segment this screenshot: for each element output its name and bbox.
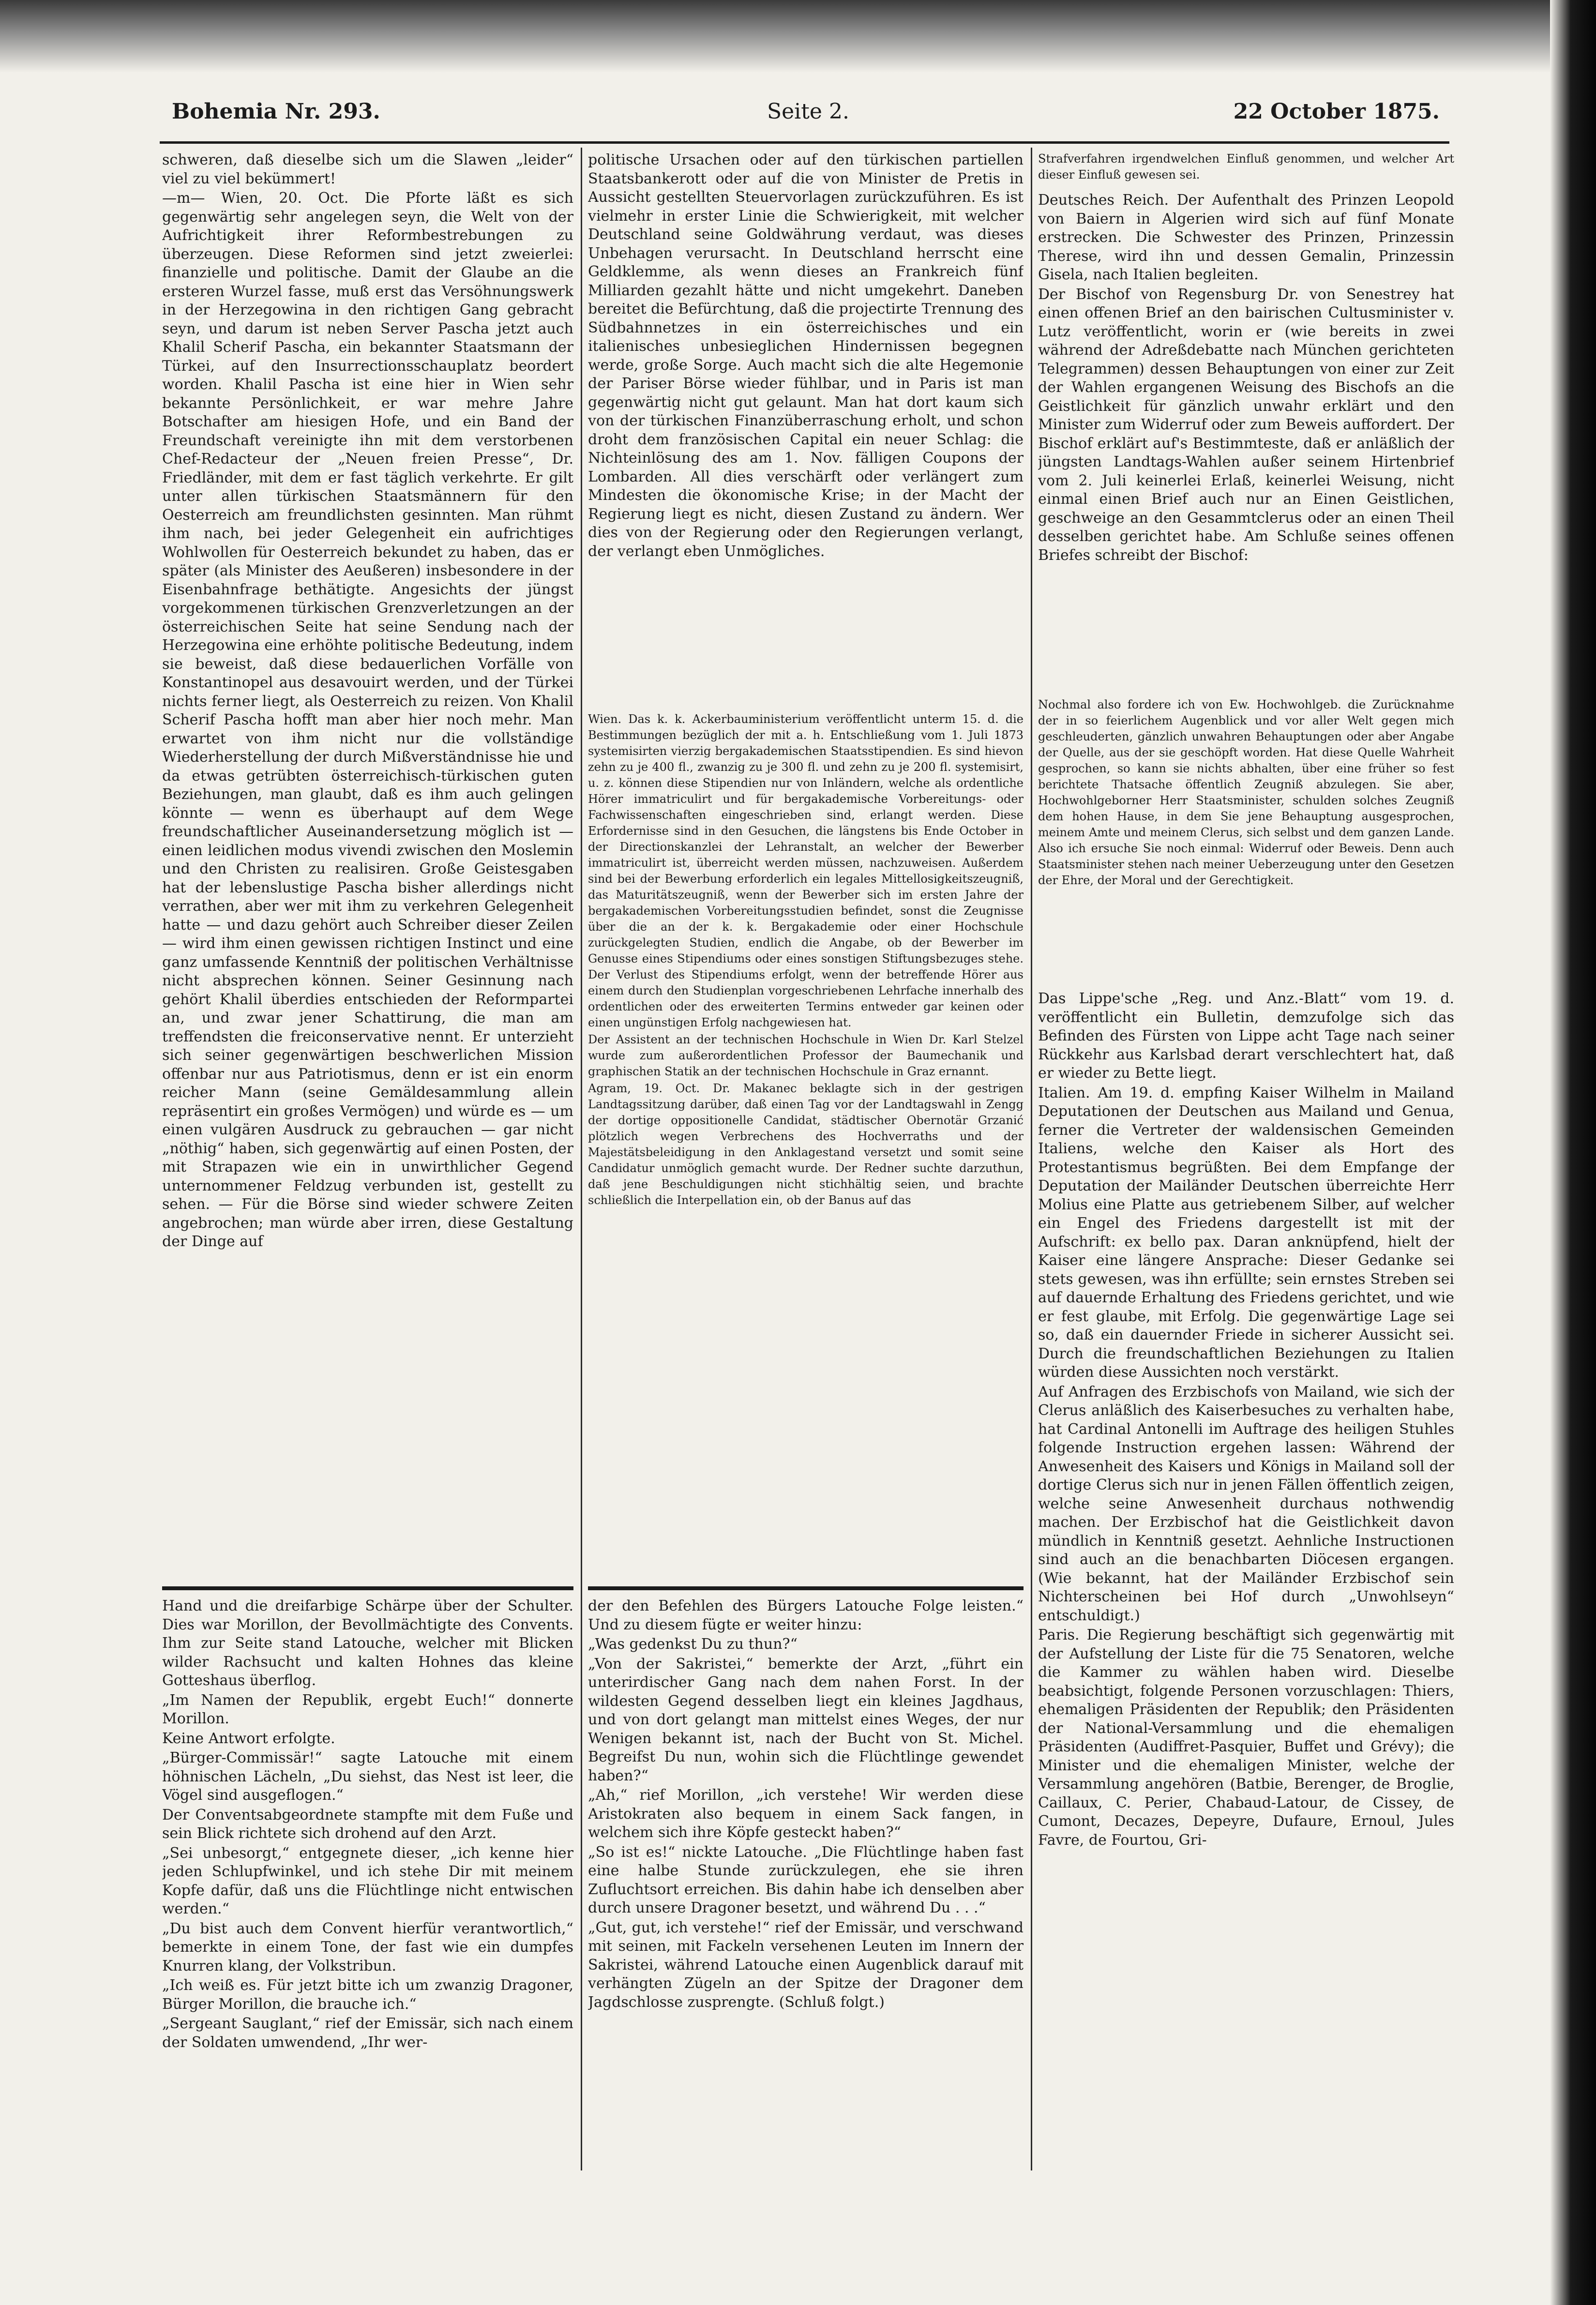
paragraph: Deutsches Reich. Der Aufenthalt des Prinzen Leopold von Baiern in Algerien wird sich auf fünf Monate erstrecken. Die Schwester des Prinzen, Prinzessin Therese, wird ihn und dessen Gemalin, Prinzessin Gisela, nach Italien begleiten. bbox=[1038, 192, 1454, 283]
column-divider-2 bbox=[1031, 148, 1032, 2170]
page-number: Seite 2. bbox=[767, 99, 849, 124]
paragraph: Strafverfahren irgendwelchen Einfluß genommen, und welcher Art dieser Einfluß gewesen sei. bbox=[1038, 152, 1454, 181]
feuilleton-separator bbox=[588, 1586, 1024, 1590]
paragraph: Italien. Am 19. d. empfing Kaiser Wilhelm in Mailand Deputationen der Deutschen aus Mailand und Genua, ferner die Vertreter der waldensischen Gemeinden Italiens, welche den Kaiser als Hort des Protestantismus begrüßten. Bei dem Empfange der Deputation der Mailänder Deutschen überreichte Herr Molius eine Platte aus getriebenem Silber, auf welcher ein Engel des Friedens dargestellt ist mit der Aufschrift: ex bello pax. Daran anknüpfend, hielt der Kaiser eine längere Ansprache: Dieser Gedanke sei stets gewesen, was ihn erfüllte; sein ernstes Streben sei auf dauernde Erhaltung des Friedens gerichtet, und wie er fest glaube, mit Erfolg. Die gegenwärtige Lage sei so, daß ein dauernder Friede in sicherer Aussicht sei. Durch die freundschaftlichen Beziehungen zu Italien würden diese Aussichten noch verstärkt. bbox=[1038, 1084, 1454, 1381]
paragraph: „Du bist auch dem Convent hierfür verantwortlich,“ bemerkte in einem Tone, der fast wie ein dumpfes Knurren klang, der Volkstribun. bbox=[162, 1920, 573, 1974]
column-3-deutsches-reich bbox=[1038, 191, 1454, 694]
paragraph: „Von der Sakristei,“ bemerkte der Arzt, „führt ein unterirdischer Gang nach dem nahen Forst. In der wildesten Gegend desselben liegt ein kleines Jagdhaus, und von dort gelangt man mittelst eines Weges, der nur Wenigen bekannt ist, nach der Bucht von St. Michel. Begreifst Du nun, wohin sich die Flüchtlinge gewendet haben?“ bbox=[588, 1655, 1024, 1784]
column-1-feuilleton bbox=[162, 1597, 573, 2173]
column-2-news bbox=[588, 711, 1024, 1575]
paragraph: „So ist es!“ nickte Latouche. „Die Flüchtlinge haben fast eine halbe Stunde zurückzulegen, ehe sie ihren Zufluchtsort erreichen. Bis dahin habe ich denselben aber durch unsere Dragoner besetzt, und während Du . . .“ bbox=[588, 1843, 1024, 1916]
paragraph: Keine Antwort erfolgte. bbox=[162, 1730, 335, 1747]
paragraph: „Ah,“ rief Morillon, „ich verstehe! Wir werden diese Aristokraten also bequem in einem Sack fangen, in welchem sich ihre Köpfe gesteckt haben?“ bbox=[588, 1787, 1024, 1841]
paragraph: „Ich weiß es. Für jetzt bitte ich um zwanzig Dragoner, Bürger Morillon, die brauche ich.“ bbox=[162, 1977, 573, 2013]
paragraph: Das Lippe'sche „Reg. und Anz.-Blatt“ vom 19. d. veröffentlicht ein Bulletin, demzufolge sich das Befinden des Fürsten von Lippe acht Tage nach seiner Rückkehr aus Karlsbad derart verschlechtert hat, daß er wieder zu Bette liegt. bbox=[1038, 990, 1454, 1082]
column-divider-1 bbox=[581, 148, 582, 2170]
page-header bbox=[172, 99, 1440, 128]
paragraph: Hand und die dreifarbige Schärpe über der Schulter. Dies war Morillon, der Bevollmächtigte des Convents. Ihm zur Seite stand Latouche, welcher mit Blicken wilder Rachsucht und kalten Hohnes das kleine Gotteshaus überflog. bbox=[162, 1597, 573, 1689]
newspaper-issue: Bohemia Nr. 293. bbox=[172, 99, 380, 124]
paragraph: Auf Anfragen des Erzbischofs von Mailand, wie sich der Clerus anläßlich des Kaiserbesuches zu verhalten habe, hat Cardinal Antonelli im Auftrage des heiligen Stuhles folgende Instruction ergehen lassen: Während der Anwesenheit des Kaisers und Königs in Mailand soll der dortige Clerus sich nur in jenen Fällen öffentlich zeigen, welche seine Anwesenheit durchaus nothwendig machen. Der Erzbischof hat die Geistlichkeit davon mündlich in Kenntniß gesetzt. Aehnliche Instructionen sind auch an die benachbarten Diöcesen ergangen. (Wie bekannt, hat der Mailänder Erzbischof sein Nichterscheinen bei Hof durch „Unwohlseyn“ entschuldigt.) bbox=[1038, 1383, 1454, 1624]
column-3-italien-paris bbox=[1038, 990, 1454, 2173]
paragraph: Nochmal also fordere ich von Ew. Hochwohlgeb. die Zurücknahme der in so feierlichem Augenblick und vor aller Welt gegen mich geschleuderten, gänzlich unwahren Behauptungen oder aber Angabe der Quelle, aus der sie geschöpft worden. Hat diese Quelle Wahrheit gesprochen, so kann sie nichts abhalten, über eine früher so fest berichtete Thatsache öffentlich Zeugniß abzulegen. Sie aber, Hochwohlgeborner Herr Staatsminister, schulden solches Zeugniß dem hohen Hause, in dem Sie jene Behauptung ausgesprochen, meinem Amte und meinem Clerus, sich selbst und dem ganzen Lande. Also ich ersuche Sie noch einmal: Widerruf oder Beweis. Denn auch Staatsminister stehen nach meiner Ueberzeugung unter den Gesetzen der Ehre, der Moral und der Gerechtigkeit. bbox=[1038, 698, 1454, 887]
paragraph: „Im Namen der Republik, ergebt Euch!“ donnerte Morillon. bbox=[162, 1691, 573, 1727]
paragraph: der den Befehlen des Bürgers Latouche Folge leisten.“ Und zu diesem fügte er weiter hinzu: bbox=[588, 1597, 1024, 1633]
paragraph: „Sei unbesorgt,“ entgegnete dieser, „ich kenne hier jeden Schlupfwinkel, und ich stehe Dir mit meinem Kopfe dafür, daß uns die Flüchtlinge nicht entwischen werden.“ bbox=[162, 1844, 573, 1917]
column-3-bishop-quote bbox=[1038, 697, 1454, 987]
issue-date: 22 October 1875. bbox=[1233, 99, 1440, 124]
header-rule bbox=[160, 141, 1449, 144]
paragraph: —m— Wien, 20. Oct. Die Pforte läßt es sich gegenwärtig sehr angelegen seyn, die Welt von der Aufrichtigkeit ihrer Reformbestrebungen zu überzeugen. Diese Reformen sind jetzt zweierlei: finanzielle und politische. Damit der Glaube an die ersteren Wurzel fasse, muß erst das Versöhnungswerk in der Herzegowina in den richtigen Gang gebracht seyn, und darum ist neben Server Pascha jetzt auch Khalil Scherif Pascha, ein bekannter Staatsmann der Türkei, auf den Insurrectionsschauplatz beordert worden. Khalil Pascha ist eine hier in Wien sehr bekannte Persönlichkeit, er war mehre Jahre Botschafter am hiesigen Hofe, und ein Band der Freundschaft vereinigte ihn mit dem verstorbenen Chef-Redacteur der „Neuen freien Presse“, Dr. Friedländer, mit dem er fast täglich verkehrte. Er gilt unter allen türkischen Staatsmännern für den Oesterreich am freundlichsten gesinnten. Man rühmt ihm nach, bei jeder Gelegenheit ein aufrichtiges Wohlwollen für Oesterreich bekundet zu haben, das er später (als Minister des Aeußeren) insbesondere in der Eisenbahnfrage bethätigte. Angesichts der jüngst vorgekommenen türkischen Grenzverletzungen an der österreichischen Seite hat seine Sendung nach der Herzegowina eine erhöhte politische Bedeutung, indem sie beweist, daß diese bedauerlichen Vorfälle von Konstantinopel aus desavouirt werden, und der Türkei nichts ferner liegt, als Oesterreich zu reizen. Von Khalil Scherif Pascha hofft man aber hier noch mehr. Man erwartet von ihm nicht nur die vollständige Wiederherstellung der durch Mißverständnisse hie und da etwas getrübten österreichisch-türkischen guten Beziehungen, man glaubt, daß es ihm auch gelingen könnte — wenn es überhaupt auf dem Wege freundschaftlicher Auseinandersetzung möglich ist — einen leidlichen modus vivendi zwischen den Moslemin und den Christen zu realisiren. Große Geistesgaben hat der lebenslustige Pascha bisher allerdings nicht verrathen, aber wer mit ihm zu verkehren Gelegenheit hatte — und dazu gehört auch Schreiber dieser Zeilen — wird ihm einen gewissen richtigen Instinct und eine ganz umfassende Kenntniß der politischen Verhältnisse nicht absprechen können. Seiner Gesinnung nach gehört Khalil überdies entschieden der Reformpartei an, und zwar jener Schattirung, die man am treffendsten die freiconservative nennt. Er unterzieht sich seiner gegenwärtigen beschwerlichen Mission offenbar nur aus Patriotismus, denn er ist ein enorm reicher Mann (seine Gemäldesammlung allein repräsentirt ein großes Vermögen) und würde es — um einen vulgären Ausdruck zu gebrauchen — gar nicht „nöthig“ haben, sich gegenwärtig auf einen Posten, der mit Strapazen wie ein in unwirthlicher Gegend unternommener Feldzug verbunden ist, gestellt zu sehen. — Für die Börse sind wieder schwere Zeiten angebrochen; man würde aber irren, diese Gestaltung der Dinge auf bbox=[162, 190, 573, 1250]
paragraph: „Gut, gut, ich verstehe!“ rief der Emissär, und verschwand mit seinen, mit Fackeln versehenen Leuten im Innern der Sakristei, während Latouche einen Augenblick darauf mit verhängten Zügeln an der Spitze der Dragoner dem Jagdschlosse zusprengte. (Schluß folgt.) bbox=[588, 1919, 1024, 2011]
paragraph: Der Conventsabgeordnete stampfte mit dem Fuße und sein Blick richtete sich drohend auf den Arzt. bbox=[162, 1806, 573, 1842]
paragraph: schweren, daß dieselbe sich um die Slawen „leider“ viel zu viel bekümmert! bbox=[162, 151, 573, 187]
paragraph: „Was gedenkst Du zu thun?“ bbox=[588, 1636, 798, 1653]
column-3-continuation bbox=[1038, 151, 1454, 187]
paragraph: Der Bischof von Regensburg Dr. von Senestrey hat einen offenen Brief an den bairischen Cultusminister v. Lutz veröffentlicht, worin er (wie bereits in zwei während der Adreßdebatte nach München gerichteten Telegrammen) dessen Behauptungen von einer zur Zeit der Wahlen ergangenen Weisung des Bischofs an die Geistlichkeit für gänzlich unwahr erklärt und den Minister zum Widerruf oder zum Beweis auffordert. Der Bischof erklärt auf's Bestimmteste, daß er anläßlich der jüngsten Landtags-Wahlen außer seinem Hirtenbrief vom 2. Juli keinerlei Erlaß, keinerlei Weisung, nicht einmal einen Brief auch nur an Einen Geistlichen, geschweige an den Gesammtclerus oder an einen Theil desselben gerichtet habe. Am Schluße seines offenen Briefes schreibt der Bischof: bbox=[1038, 286, 1454, 564]
paragraph: „Sergeant Sauglant,“ rief der Emissär, sich nach einem der Soldaten umwendend, „Ihr wer- bbox=[162, 2015, 573, 2051]
paragraph: „Bürger-Commissär!“ sagte Latouche mit einem höhnischen Lächeln, „Du siehst, das Nest ist leer, die Vögel sind ausgeflogen.“ bbox=[162, 1749, 573, 1804]
paragraph: Paris. Die Regierung beschäftigt sich gegenwärtig mit der Aufstellung der Liste für die 75 Senatoren, welche die Kammer zu wählen haben wird. Dieselbe beabsichtigt, folgende Personen vorzuschlagen: Thiers, ehemaligen Präsidenten der Republik; den Präsidenten der National-Versammlung und die ehemaligen Präsidenten (Audiffret-Pasquier, Buffet und Grévy); die Minister und die ehemaligen Minister, welche der Versammlung angehören (Batbie, Berenger, de Broglie, Caillaux, C. Perier, Chabaud-Latour, de Cissey, de Cumont, Decazes, Depeyre, Dufaure, Ernoul, Jules Favre, de Fourtou, Gri- bbox=[1038, 1627, 1454, 1849]
paragraph: politische Ursachen oder auf den türkischen partiellen Staatsbankerott oder auf die von Minister de Pretis in Aussicht gestellten Steuervorlagen zurückzuführen. Es ist vielmehr in erster Linie die Schwierigkeit, mit welcher Deutschland seine Goldwährung verdaut, was dieses Unbehagen verursacht. In Deutschland herrscht eine Geldklemme, als wenn dieses an Frankreich fünf Milliarden gezahlt hätte und nicht umgekehrt. Daneben bereitet die Befürchtung, daß die projectirte Trennung des Südbahnnetzes in ein österreichisches und ein italienisches unbesieglichen Hindernissen begegnen werde, große Sorge. Auch macht sich die alte Hegemonie der Pariser Börse wieder fühlbar, und in Paris ist man gegenwärtig nicht gut gelaunt. Man hat dort kaum sich von der türkischen Finanzüberraschung erholt, und schon droht dem französischen Capital ein neuer Schlag: die Nichteinlösung des am 1. Nov. fälligen Coupons der Lombarden. All dies verschärft oder verlängert zum Mindesten die ökonomische Krise; in der Macht der Regierung liegt es nicht, diesen Zustand zu ändern. Wer dies von der Regierung oder den Regierungen verlangt, der verlangt eben Unmögliches. bbox=[588, 151, 1024, 560]
column-1-article bbox=[162, 151, 573, 1576]
scan-right-edge bbox=[1550, 0, 1596, 2305]
feuilleton-separator bbox=[162, 1586, 573, 1590]
paragraph: Der Assistent an der technischen Hochschule in Wien Dr. Karl Stelzel wurde zum außerordentlichen Professor der Baumechanik und graphischen Statik an der technischen Hochschule in Graz ernannt. bbox=[588, 1033, 1024, 1078]
paragraph: Wien. Das k. k. Ackerbauministerium veröffentlicht unterm 15. d. die Bestimmungen bezüglich der mit a. h. Entschließung vom 1. Juli 1873 systemisirten vierzig bergakademischen Staatsstipendien. Es sind hievon zehn zu je 400 fl., zwanzig zu je 300 fl. und zehn zu je 200 fl. systemisirt, u. z. können diese Stipendien nur von Inländern, welche als ordentliche Hörer immatriculirt und für bergakademische Vorbereitungs- oder Fachwissenschaften eingeschrieben sind, erlangt werden. Diese Erfordernisse sind in den Gesuchen, die längstens bis Ende October in der Directionskanzlei der Lehranstalt, an welcher der Bewerber immatriculirt ist, überreicht werden müssen, nachzuweisen. Außerdem sind bei der Bewerbung erforderlich ein legales Mittellosigkeitszeugniß, das Maturitätszeugniß, wenn der Bewerber sich im ersten Jahre der bergakademischen Vorbereitungsstudien befindet, sonst die Zeugnisse über die an der k. k. Bergakademie oder einer Hochschule zurückgelegten Studien, endlich die Angabe, ob der Bewerber im Genusse eines Stipendiums oder eines sonstigen Stiftungsbezuges stehe. Der Verlust des Stipendiums erfolgt, wenn der betreffende Hörer aus einem durch den Studienplan vorgeschriebenen Lehrfache innerhalb des ordentlichen oder des erweiterten Termins entweder gar keinen oder einen ungünstigen Erfolg nachgewiesen hat. bbox=[588, 712, 1024, 1029]
column-2-feuilleton bbox=[588, 1597, 1024, 2173]
paragraph: Agram, 19. Oct. Dr. Makanec beklagte sich in der gestrigen Landtagssitzung darüber, daß einen Tag vor der Landtagswahl in Zengg der dortige oppositionelle Candidat, städtischer Obernotär Grzanić plötzlich wegen Verbrechens des Hochverraths und der Majestätsbeleidigung in den Anklagestand versetzt und somit seine Candidatur unmöglich gemacht wurde. Der Redner suchte darzuthun, daß jene Beschuldigungen nicht stichhältig seien, und brachte schließlich die Interpellation ein, ob der Banus auf das bbox=[588, 1082, 1024, 1207]
scan-top-edge bbox=[0, 0, 1596, 73]
column-2-article bbox=[588, 151, 1024, 708]
